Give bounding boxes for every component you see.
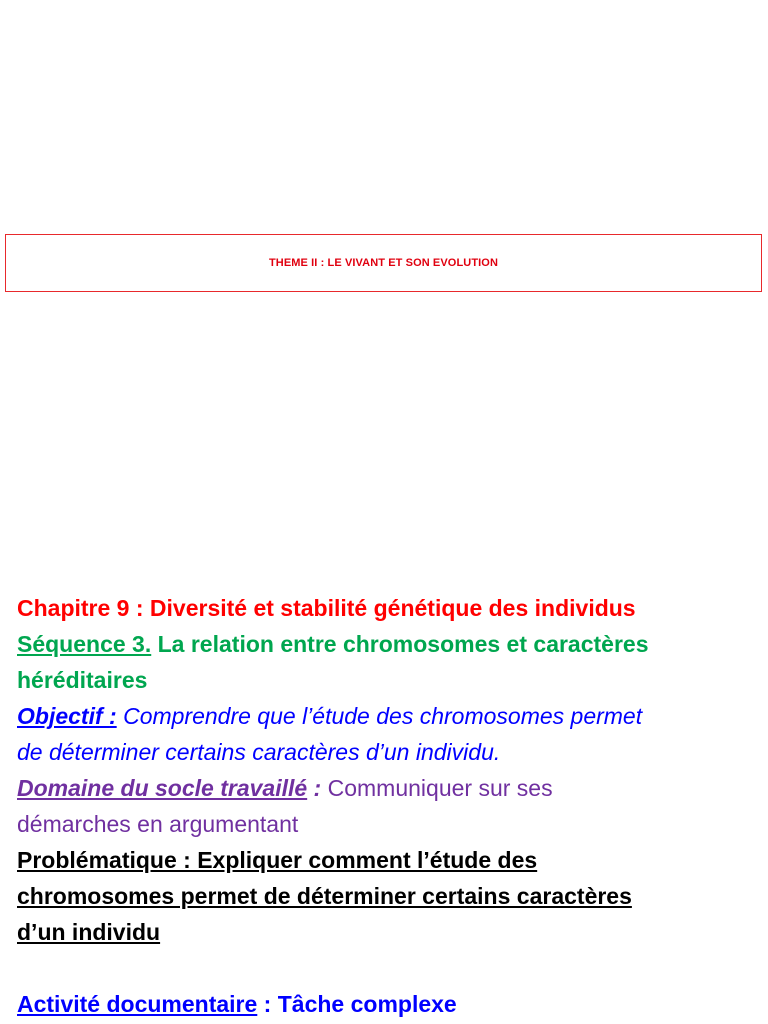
- problem-line-1: [17, 842, 762, 878]
- objective-text-continued: de déterminer certains caractères d’un individu.: [17, 739, 501, 765]
- domain-label: Domaine du socle travaillé: [17, 775, 308, 801]
- sequence-label: Séquence 3.: [17, 631, 152, 657]
- problem-line-3: [17, 914, 762, 950]
- lesson-content: [17, 590, 762, 1022]
- sequence-line-2: [17, 662, 762, 698]
- domain-line-2: [17, 806, 762, 842]
- domain-colon: :: [307, 775, 322, 801]
- objective-line-2: [17, 734, 762, 770]
- activity-text: : Tâche complexe: [257, 991, 457, 1017]
- theme-banner: [5, 234, 762, 292]
- objective-label: Objectif: [17, 703, 110, 729]
- chapter-title: Chapitre 9 : Diversité et stabilité génétique des individus: [17, 595, 636, 621]
- theme-title: THEME II : LE VIVANT ET SON EVOLUTION: [268, 257, 498, 269]
- domain-line: [17, 770, 762, 806]
- problem-text-2: chromosomes permet de déterminer certains caractères: [17, 883, 632, 909]
- problem-text-3: d’un individu: [17, 919, 161, 945]
- activity-line: [17, 986, 762, 1022]
- activity-label: Activité documentaire: [17, 991, 258, 1017]
- problem-text-1: Problématique : Expliquer comment l’étude des: [17, 847, 538, 873]
- objective-text: Comprendre que l’étude des chromosomes permet: [116, 703, 643, 729]
- objective-line: [17, 698, 762, 734]
- spacer: [17, 950, 762, 986]
- domain-text-continued: démarches en argumentant: [17, 811, 299, 837]
- sequence-line: [17, 626, 762, 662]
- objective-colon: :: [109, 703, 117, 729]
- sequence-text: La relation entre chromosomes et caractères: [151, 631, 649, 657]
- chapter-line: [17, 590, 762, 626]
- domain-text: Communiquer sur ses: [321, 775, 553, 801]
- sequence-text-continued: héréditaires: [17, 667, 148, 693]
- problem-line-2: [17, 878, 762, 914]
